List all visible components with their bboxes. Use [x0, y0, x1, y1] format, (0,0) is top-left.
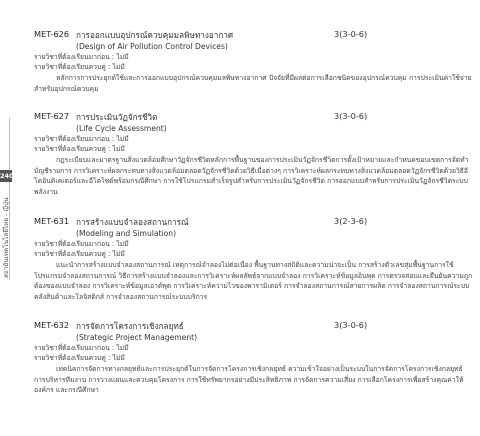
corequisite-label: รายวิชาที่ต้องเรียนควบคู่	[34, 63, 106, 71]
course-title-english: (Modeling and Simulation)	[76, 229, 177, 238]
course-entry	[34, 111, 474, 197]
prerequisite-label: รายวิชาที่ต้องเรียนมาก่อน	[34, 240, 110, 248]
prerequisite-line: รายวิชาที่ต้องเรียนมาก่อน : ไม่มี	[34, 240, 129, 248]
prerequisite-value: ไม่มี	[116, 53, 129, 61]
corequisite-line: รายวิชาที่ต้องเรียนควบคู่ : ไม่มี	[34, 354, 125, 362]
course-heading	[34, 216, 474, 228]
prerequisite-line: รายวิชาที่ต้องเรียนมาก่อน : ไม่มี	[34, 53, 129, 61]
page-number: 240	[0, 172, 14, 180]
corequisite-line: รายวิชาที่ต้องเรียนควบคู่ : ไม่มี	[34, 145, 125, 153]
course-title-thai: การสร้างแบบจำลองสถานการณ์	[76, 217, 189, 227]
prerequisite-label: รายวิชาที่ต้องเรียนมาก่อน	[34, 53, 110, 61]
course-code: MET-626	[34, 29, 70, 39]
corequisite-value: ไม่มี	[112, 63, 125, 71]
prerequisite-label: รายวิชาที่ต้องเรียนมาก่อน	[34, 135, 110, 143]
side-label: สถาบันเทคโนโลยีไทย - ญี่ปุ่น	[3, 197, 10, 278]
prerequisite-value: ไม่มี	[116, 344, 129, 352]
corequisite-line: รายวิชาที่ต้องเรียนควบคู่ : ไม่มี	[34, 250, 125, 258]
course-code: MET-632	[34, 320, 70, 330]
course-heading	[34, 29, 474, 41]
course-entry	[34, 29, 474, 94]
course-credits: 3(3-0-6)	[334, 320, 368, 330]
course-description: เทคนิคการจัดการทางกลยุทธ์และการประยุกต์ในการจัดการโครงการเชิงกลยุทธ์ ความเข้าใจอย่างเป็นระบบในการจัดการโครงการเชิงกลยุทธ์ การบริหารทีมงาน การวางแผนและควบคุมโครงการ การใช้ทรัพยากรอย่างมีประสิทธิภาพ การจัดการความเสี่ยง การเลือกโครงการเพื่อสร้างคุณค่าให้องค์กร และกรณีศึกษา	[34, 365, 464, 394]
course-code: MET-627	[34, 111, 70, 121]
course-heading	[34, 320, 474, 332]
course-entry	[34, 216, 474, 302]
corequisite-label: รายวิชาที่ต้องเรียนควบคู่	[34, 145, 106, 153]
prerequisite-value: ไม่มี	[116, 240, 129, 248]
corequisite-value: ไม่มี	[112, 145, 125, 153]
course-code: MET-631	[34, 216, 70, 226]
corequisite-line: รายวิชาที่ต้องเรียนควบคู่ : ไม่มี	[34, 63, 125, 71]
course-description: หลักการการประยุกต์ใช้และการออกแบบอุปกรณ์ควบคุมมลพิษทางอากาศ ปัจจัยที่มีผลต่อการเลือกชนิดของอุปกรณ์ควบคุม การประเมินค่าใช้จ่ายสำหรับอุปกรณ์ควบคุม	[34, 74, 472, 93]
course-credits: 3(3-0-6)	[334, 111, 368, 121]
prerequisite-value: ไม่มี	[116, 135, 129, 143]
prerequisite-label: รายวิชาที่ต้องเรียนมาก่อน	[34, 344, 110, 352]
course-credits: 3(2-3-6)	[334, 216, 368, 226]
course-entry	[34, 320, 474, 396]
course-title-english: (Strategic Project Management)	[76, 333, 198, 342]
course-title-english: (Life Cycle Assessment)	[76, 124, 167, 133]
course-title-thai: การประเมินวัฏจักรชีวิต	[76, 112, 158, 122]
course-credits: 3(3-0-6)	[334, 29, 368, 39]
course-title-english: (Design of Air Pollution Control Devices)	[76, 42, 228, 51]
course-description: กฎระเบียบและมาตรฐานสิ่งแวดล้อมศึกษาวัฏจักรชีวิตหลักการพื้นฐานของการประเมินวัฏจักรชีวิตการตั้งเป้าหมายและกำหนดขอบเขตการจัดทำบัญชีรายการ การวิเคราะห์ผลกระทบทางสิ่งแวดล้อมตลอดวัฏจักรชีวิตด้วยวิธีเมื่อต่างๆ การวิเคราะห์ผลกระทบทางสิ่งแวดล้อมตลอดวัฏจักรชีวิตด้วยวิธีอีโคอินดิเคเตอร์และอีโคไซด์พร้อมกรณีศึกษา การใช้โปรแกรมสำเร็จรูปสำหรับการประเมินวัฏจักรชีวิต การออกแบบสำหรับการประเมินวัฏจักรชีวิตระบบพลังงาน	[34, 156, 469, 196]
corequisite-label: รายวิชาที่ต้องเรียนควบคู่	[34, 354, 106, 362]
prerequisite-line: รายวิชาที่ต้องเรียนมาก่อน : ไม่มี	[34, 344, 129, 352]
course-description: แนะนำการสร้างแบบจำลองสถานการณ์ เหตุการณ์จำลองไม่ต่อเนื่อง พื้นฐานทางสถิติและความน่าจะเป็น การสร้างตัวเลขสุ่มพื้นฐานการใช้โปรแกรมจำลองสถานการณ์ วิธีการสร้างแบบจำลองและการวิเคราะห์ผลลัพธ์จากแบบจำลอง การวิเคราะห์ข้อมูลอินพุต การตรวจสอบและยืนยันความถูกต้องของแบบจำลอง การวิเคราะห์ข้อมูลเอาต์พุต การวิเคราะห์ความไวของพารามิเตอร์ การจำลองสถานการณ์สายการผลิต การจำลองสถานการณ์ระบบคลังสินค้าและโลจิสติกส์ การจำลองสถานการณ์ระบบบริการ	[34, 261, 473, 301]
corequisite-value: ไม่มี	[112, 354, 125, 362]
course-heading	[34, 111, 474, 123]
course-title-thai: การจัดการโครงการเชิงกลยุทธ์	[76, 321, 184, 331]
corequisite-label: รายวิชาที่ต้องเรียนควบคู่	[34, 250, 106, 258]
prerequisite-line: รายวิชาที่ต้องเรียนมาก่อน : ไม่มี	[34, 135, 129, 143]
course-title-thai: การออกแบบอุปกรณ์ควบคุมมลพิษทางอากาศ	[76, 30, 234, 40]
corequisite-value: ไม่มี	[112, 250, 125, 258]
